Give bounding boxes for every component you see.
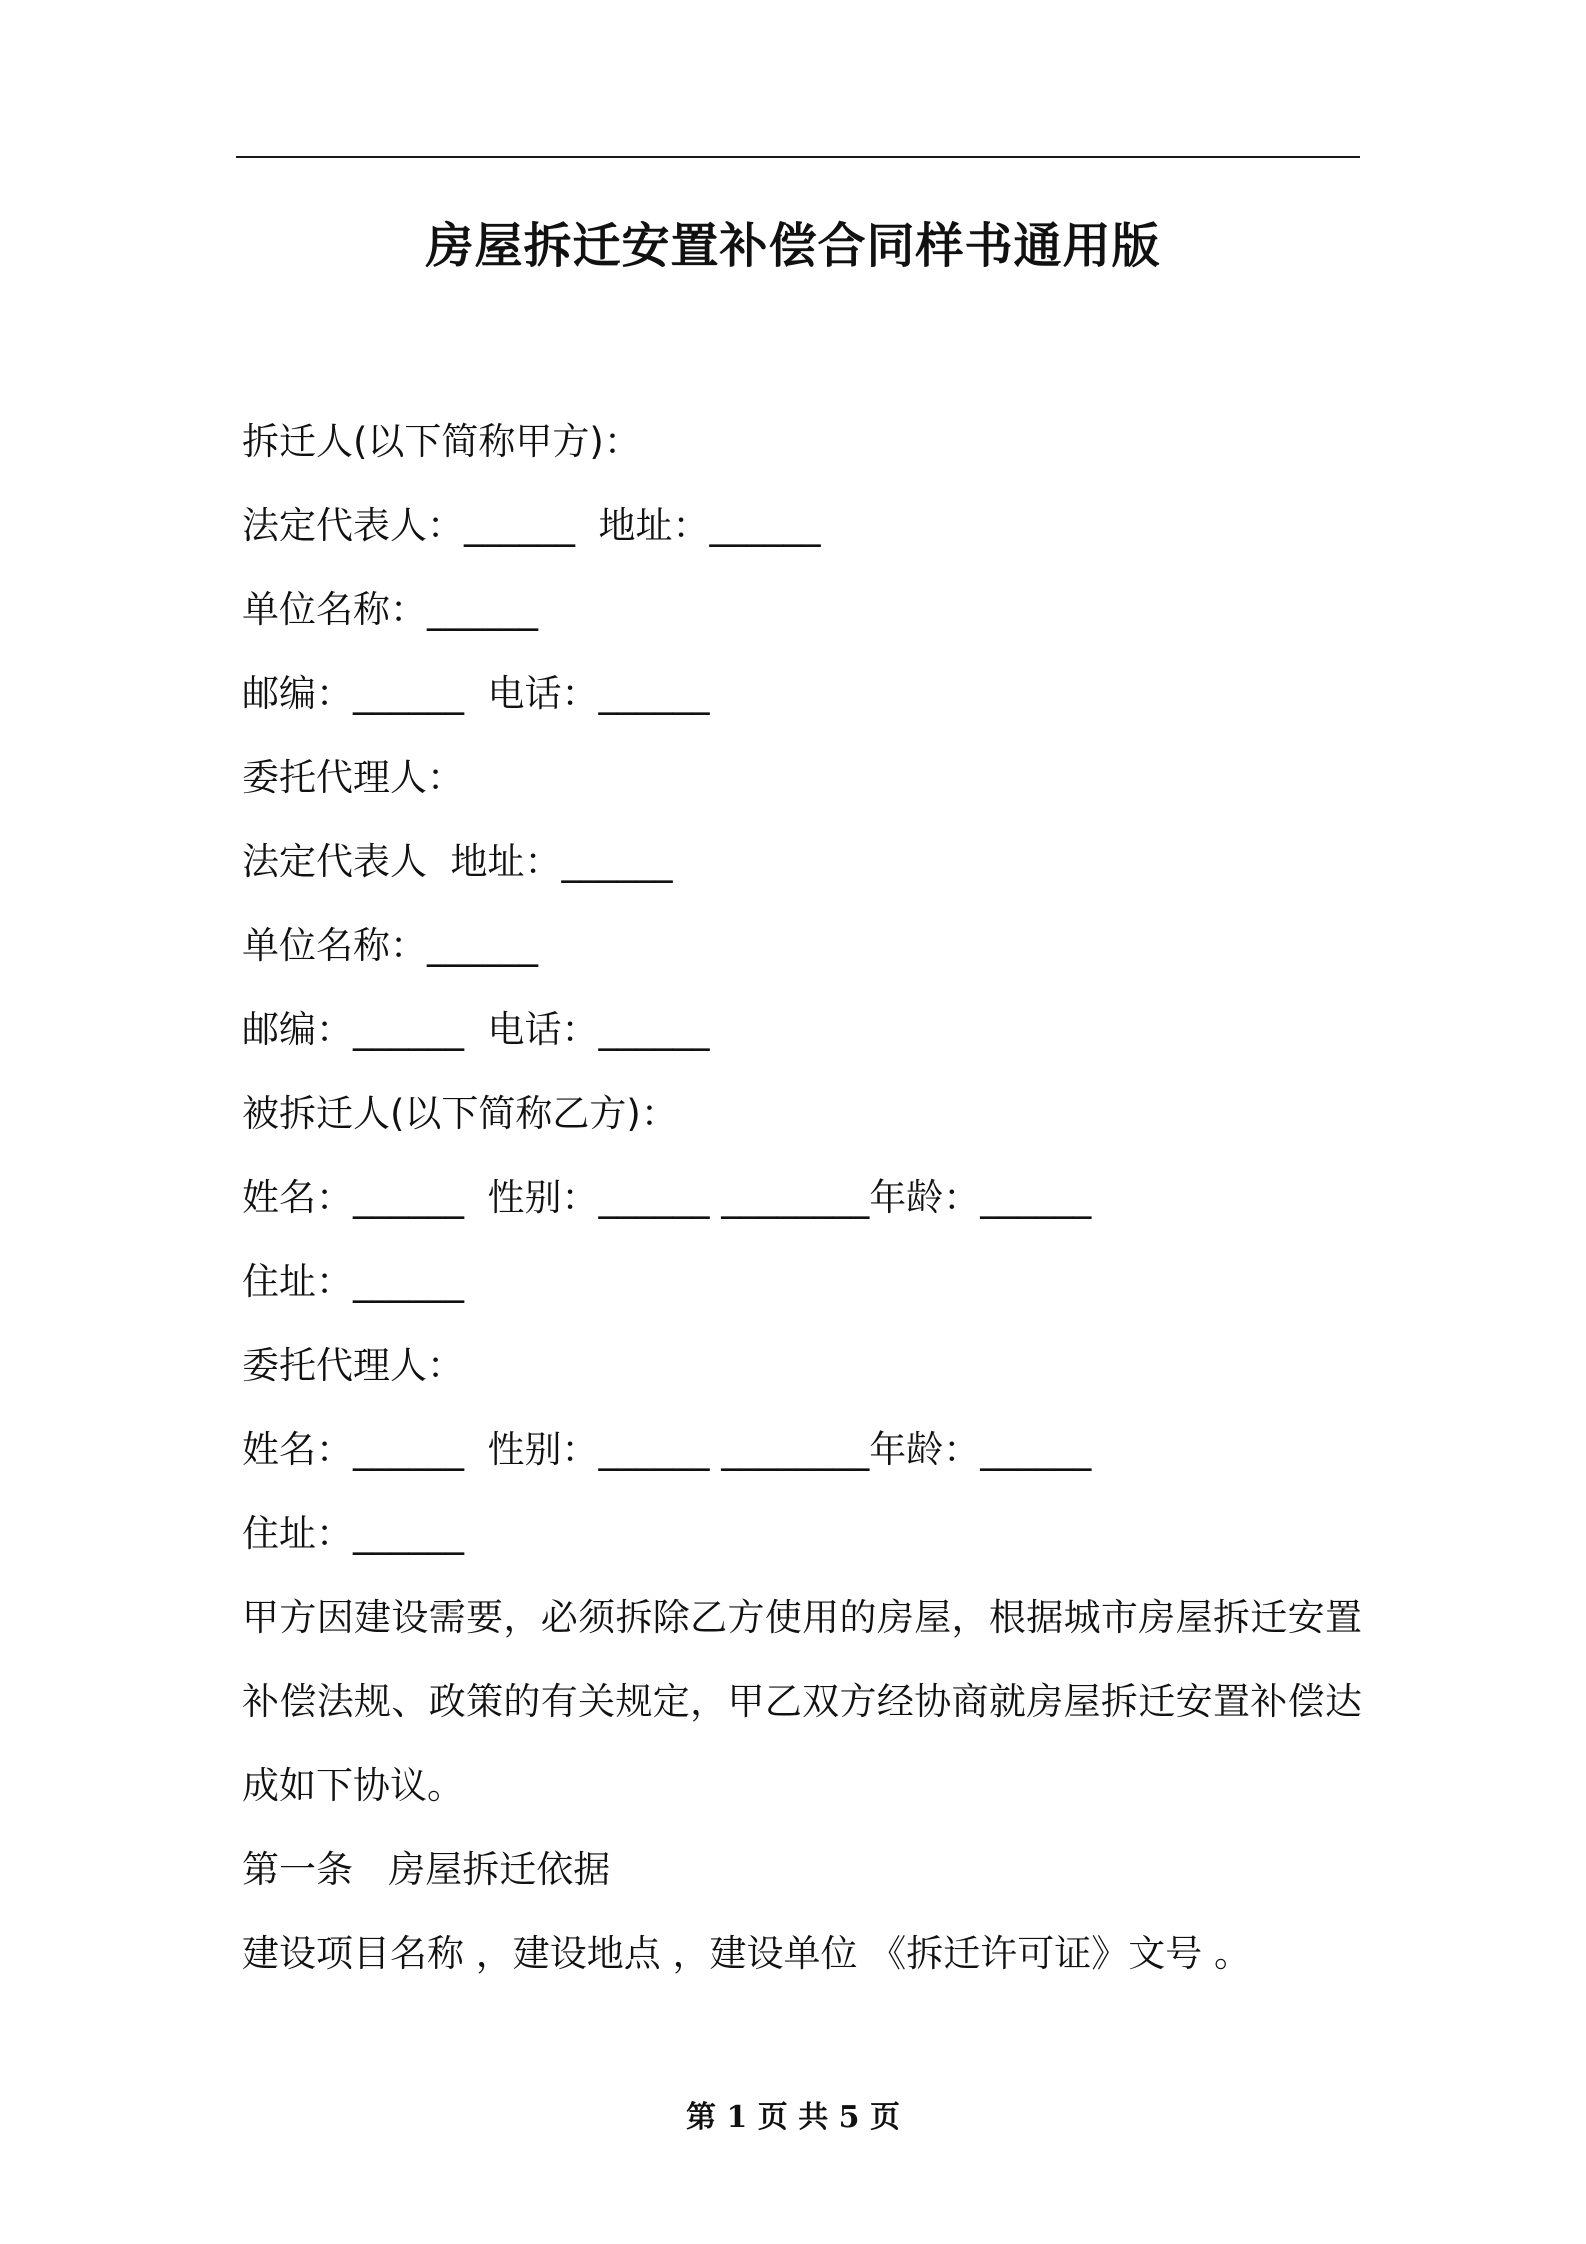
page-number-footer: 第 1 页 共 5 页 (686, 2100, 900, 2135)
party-b-agent-address: 住址：______ (242, 1512, 464, 1555)
party-b-name-gender-age: 姓名：______ 性别：______ ________年龄：______ (242, 1176, 1092, 1219)
party-a-agent-representative-address: 法定代表人 地址：______ (242, 840, 673, 883)
party-b-heading: 被拆迁人(以下简称乙方)： (242, 1092, 678, 1135)
party-a-postcode-phone: 邮编：______ 电话：______ (242, 672, 710, 715)
document-body (242, 400, 1362, 1996)
party-b-address: 住址：______ (242, 1260, 464, 1303)
party-a-agent-postcode-phone: 邮编：______ 电话：______ (242, 1008, 710, 1051)
party-a-agent-unit-name: 单位名称：______ (242, 924, 538, 967)
article-1-project-line: 建设项目名称 ，建设地点 ，建设单位 《拆迁许可证》文号 。 (242, 1932, 1252, 1975)
party-b-agent-name-gender-age: 姓名：______ 性别：______ ________年龄：______ (242, 1428, 1092, 1471)
header-rule (236, 156, 1360, 158)
party-a-heading: 拆迁人(以下简称甲方)： (242, 420, 641, 463)
document-title: 房屋拆迁安置补偿合同样书通用版 (425, 218, 1161, 274)
agreement-preamble: 甲方因建设需要，必须拆除乙方使用的房屋，根据城市房屋拆迁安置补偿法规、政策的有关规定，甲乙双方经协商就房屋拆迁安置补偿达成如下协议。 (242, 1596, 1362, 1807)
party-a-agent-heading: 委托代理人： (242, 756, 464, 799)
party-a-unit-name: 单位名称：______ (242, 588, 538, 631)
article-1-heading: 第一条 房屋拆迁依据 (242, 1848, 611, 1891)
party-a-representative-address: 法定代表人：______ 地址：______ (242, 504, 821, 547)
party-b-agent-heading: 委托代理人： (242, 1344, 464, 1387)
